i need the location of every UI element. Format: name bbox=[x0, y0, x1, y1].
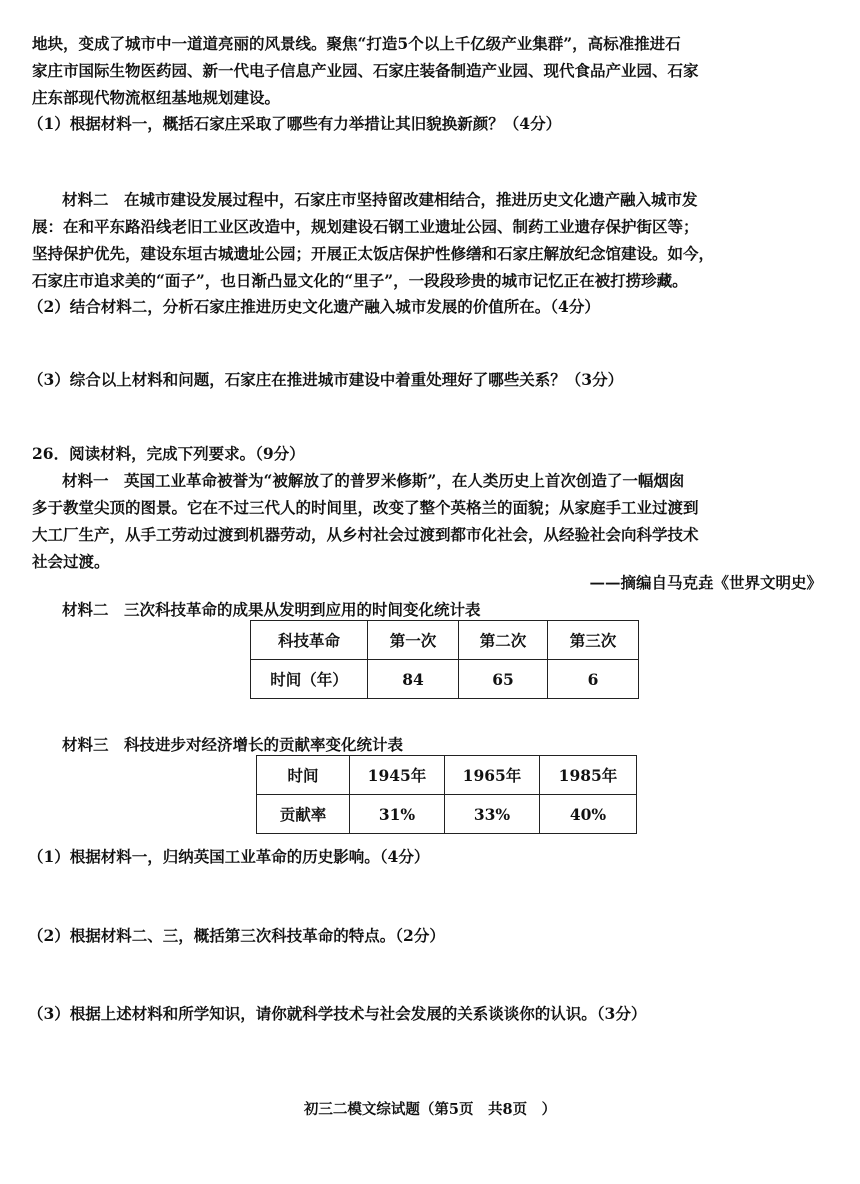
table-cell: 31% bbox=[350, 795, 445, 834]
text-line: 多于教堂尖顶的图景。它在不过三代人的时间里，改变了整个英格兰的面貌；从家庭手工业过渡到 bbox=[32, 498, 699, 517]
material2-paragraph bbox=[32, 186, 832, 294]
q26-material3-title: 材料三 科技进步对经济增长的贡献率变化统计表 bbox=[62, 735, 404, 754]
text-line: 地块，变成了城市中一道道亮丽的风景线。聚焦“打造5个以上千亿级产业集群”，高标准推进石 bbox=[32, 34, 681, 53]
table-cell: 6 bbox=[548, 660, 639, 699]
q26-material2-title: 材料二 三次科技革命的成果从发明到应用的时间变化统计表 bbox=[62, 600, 481, 619]
table-row bbox=[257, 795, 637, 834]
table-cell: 33% bbox=[445, 795, 540, 834]
table-cell: 第三次 bbox=[548, 621, 639, 660]
table-row bbox=[251, 660, 639, 699]
question-25-3: （3）综合以上材料和问题，石家庄在推进城市建设中着重处理好了哪些关系？（3分） bbox=[28, 370, 624, 389]
question-26-1: （1）根据材料一，归纳英国工业革命的历史影响。（4分） bbox=[28, 847, 430, 866]
table-cell: 1945年 bbox=[350, 756, 445, 795]
table-cell: 65 bbox=[459, 660, 548, 699]
table-cell: 时间（年） bbox=[251, 660, 368, 699]
table-cell: 贡献率 bbox=[257, 795, 350, 834]
table-cell: 时间 bbox=[257, 756, 350, 795]
table-cell: 第二次 bbox=[459, 621, 548, 660]
text-line: 家庄市国际生物医药园、新一代电子信息产业园、石家庄装备制造产业园、现代食品产业园、石家 bbox=[32, 61, 699, 80]
table-cell: 1985年 bbox=[540, 756, 637, 795]
text-line: 坚持保护优先，建设东垣古城遗址公园；开展正太饭店保护性修缮和石家庄解放纪念馆建设。如今， bbox=[32, 244, 715, 263]
text-line: 社会过渡。 bbox=[32, 552, 110, 571]
text-line: 展：在和平东路沿线老旧工业区改造中，规划建设石钢工业遗址公园、制药工业遗存保护街区等； bbox=[32, 217, 699, 236]
text-line: 庄东部现代物流枢纽基地规划建设。 bbox=[32, 88, 281, 107]
table-cell: 40% bbox=[540, 795, 637, 834]
text-line: 石家庄市追求美的“面子”，也日渐凸显文化的“里子”，一段段珍贵的城市记忆正在被打捞珍藏。 bbox=[32, 271, 688, 290]
question-26-heading: 26．阅读材料，完成下列要求。（9分） bbox=[32, 444, 305, 463]
q26-material1-paragraph bbox=[32, 467, 832, 575]
table-cell: 科技革命 bbox=[251, 621, 368, 660]
material1-continuation bbox=[32, 30, 832, 111]
table-row bbox=[251, 621, 639, 660]
question-25-2: （2）结合材料二，分析石家庄推进历史文化遗产融入城市发展的价值所在。（4分） bbox=[28, 297, 600, 316]
table-cell: 1965年 bbox=[445, 756, 540, 795]
table-cell: 第一次 bbox=[368, 621, 459, 660]
question-26-3: （3）根据上述材料和所学知识，请你就科学技术与社会发展的关系谈谈你的认识。（3分） bbox=[28, 1004, 647, 1023]
table-row bbox=[257, 756, 637, 795]
text-line: 材料一 英国工业革命被誉为“被解放了的普罗米修斯”，在人类历史上首次创造了一幅烟囱 bbox=[62, 471, 685, 490]
tech-revolution-table bbox=[250, 620, 639, 699]
table-cell: 84 bbox=[368, 660, 459, 699]
page-footer: 初三二模文综试题（第5页 共8页 ） bbox=[303, 1101, 557, 1118]
question-25-1: （1）根据材料一，概括石家庄采取了哪些有力举措让其旧貌换新颜？（4分） bbox=[28, 114, 562, 133]
question-26-2: （2）根据材料二、三，概括第三次科技革命的特点。（2分） bbox=[28, 926, 445, 945]
source-citation: ——摘编自马克垚《世界文明史》 bbox=[589, 573, 822, 592]
text-line: 材料二 在城市建设发展过程中，石家庄市坚持留改建相结合，推进历史文化遗产融入城市发 bbox=[62, 190, 698, 209]
contribution-rate-table bbox=[256, 755, 637, 834]
text-line: 大工厂生产，从手工劳动过渡到机器劳动，从乡村社会过渡到都市化社会，从经验社会向科学技术 bbox=[32, 525, 699, 544]
